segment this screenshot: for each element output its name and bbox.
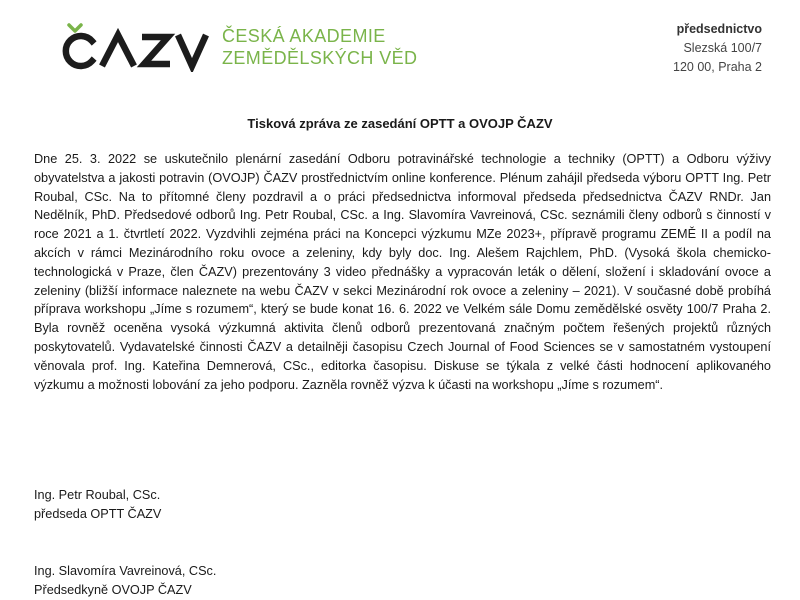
address-title: předsednictvo [676, 22, 762, 36]
signature-name: Ing. Petr Roubal, CSc. [34, 488, 161, 502]
logo-wordmark [222, 25, 417, 69]
signature-block-2 [34, 562, 216, 600]
cazv-logo [50, 22, 417, 72]
signature-role: Předsedkyně OVOJP ČAZV [34, 583, 192, 597]
signature-name: Ing. Slavomíra Vavreinová, CSc. [34, 564, 217, 578]
address-street: Slezská 100/7 [683, 41, 762, 55]
document-title: Tisková zpráva ze zasedání OPTT a OVOJP ČAZV [247, 116, 553, 131]
header-address [673, 20, 762, 77]
address-city: 120 00, Praha 2 [673, 60, 762, 74]
logo-line-2: ZEMĚDĚLSKÝCH VĚD [222, 48, 418, 68]
signature-block-1 [34, 486, 161, 524]
document-body: Dne 25. 3. 2022 se uskutečnilo plenární zasedání Odboru potravinářské technologie a techniky (OPTT) a Odboru výživy obyvatelstva a jakosti potravin (OVOJP) ČAZV prostřednictvím online konference. Plénum zahájil předseda výboru OPTT Ing. Petr Roubal, CSc. Na to přítomné členy pozdravil a o práci předsednictva informoval předseda předsednictva ČAZV RNDr. Jan Nedělník, PhD. Předsedové odborů Ing. Petr Roubal, CSc. a Ing. Slavomíra Vavreinová, CSc. seznámili členy odborů s činností v roce 2021 a 1. čtvrtletí 2022. Vyzdvihli zejména práci na Koncepci výzkumu MZe 2023+, přípravě programu ZEMĚ II a podíl na akcích v rámci Mezinárodního roku ovoce a zeleniny, kdy byly doc. Ing. Alešem Rajchlem, PhD. (Vysoká škola chemicko-technologická v Praze, člen ČAZV) prezentovány 3 video přednášky a vypracován leták o dělení, složení i skladování ovoce a zeleniny (bližší informace naleznete na webu ČAZV v sekci Mezinárodní rok ovoce a zeleniny – 2021). V současné době probíhá příprava workshopu „Jíme s rozumem“, který se bude konat 16. 6. 2022 ve Velkém sále Domu zemědělské osvěty 100/7 Praha 2. Byla rovněž oceněna vysoká výzkumná aktivita členů odborů prezentovaná značným počtem řešených projektů různých poskytovatelů. Vydavatelské činnosti ČAZV a detailněji časopisu Czech Journal of Food Sciences se v samostatném vystoupení věnovala prof. Ing. Kateřina Demnerová, CSc., editorka časopisu. Diskuse se týkala z velké části hodnocení aplikovaného výzkumu a možnosti lobování za jeho podporu. Zazněla rovněž výzva k účasti na workshopu „Jíme s rozumem“. [34, 152, 771, 392]
logo-line-1: ČESKÁ AKADEMIE [222, 26, 386, 46]
cazv-logo-mark [50, 22, 210, 72]
signature-role: předseda OPTT ČAZV [34, 507, 162, 521]
